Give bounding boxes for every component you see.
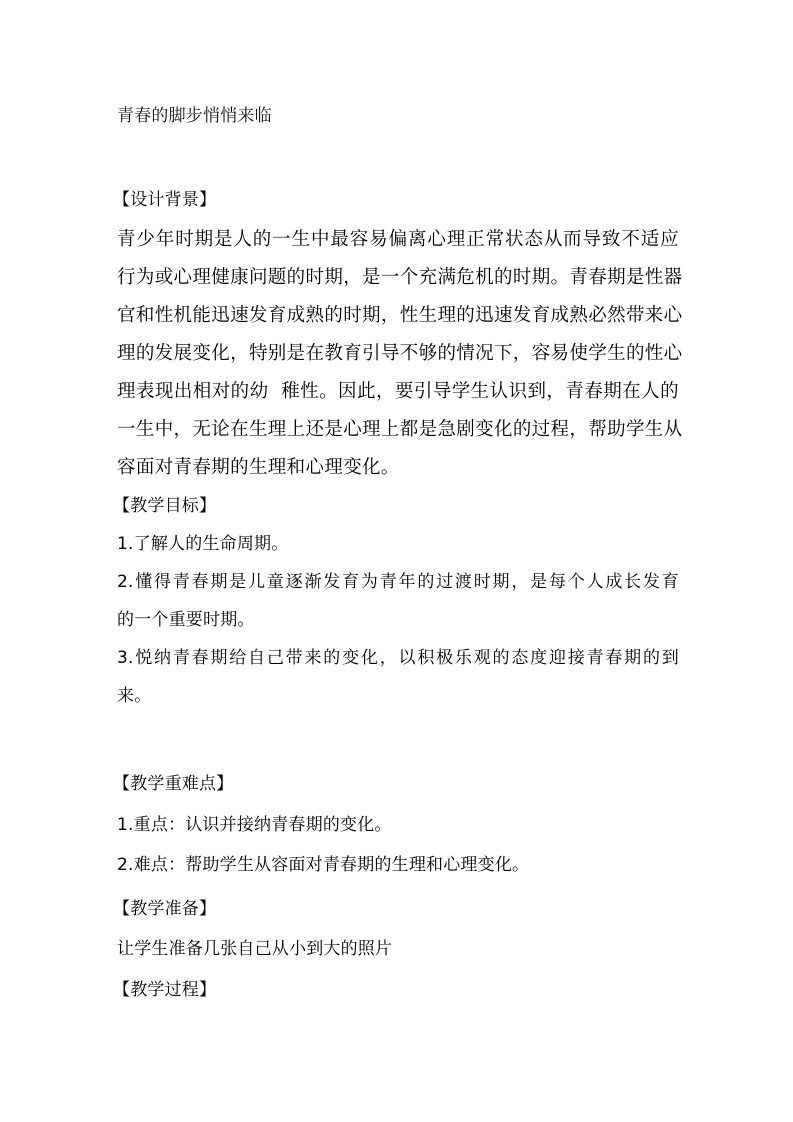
paragraph-line: 行为或心理健康问题的时期，是一个充满危机的时期。青春期是性器 xyxy=(117,267,683,288)
preparation-item: 让学生准备几张自己从小到大的照片 xyxy=(117,939,393,959)
paragraph-line: 理的发展变化，特别是在教育引导不够的情况下，容易使学生的性心 xyxy=(117,343,683,364)
paragraph-line: 青少年时期是人的一生中最容易偏离心理正常状态从而导致不适应 xyxy=(117,229,679,250)
objective-item: 3.悦纳青春期给自己带来的变化，以积极乐观的态度迎接青春期的到 xyxy=(117,648,679,668)
section-heading-teaching-process: 【教学过程】 xyxy=(113,980,217,1000)
section-heading-teaching-objectives: 【教学目标】 xyxy=(113,496,217,516)
paragraph-line: 一生中，无论在生理上还是心理上都是急剧变化的过程，帮助学生从 xyxy=(117,419,683,440)
section-heading-preparation: 【教学准备】 xyxy=(113,899,217,919)
key-point-item: 2.难点：帮助学生从容面对青春期的生理和心理变化。 xyxy=(117,855,530,875)
objective-item: 2.懂得青春期是儿童逐渐发育为青年的过渡时期，是每个人成长发育 xyxy=(117,572,679,592)
objective-item: 1.了解人的生命周期。 xyxy=(117,534,289,554)
document-title: 青春的脚步悄悄来临 xyxy=(117,106,272,126)
paragraph-line: 容面对青春期的生理和心理变化。 xyxy=(117,457,400,478)
paragraph-line: 理表现出相对的幼 稚性。因此，要引导学生认识到，青春期在人的 xyxy=(117,381,679,402)
objective-item-continuation: 的一个重要时期。 xyxy=(117,610,255,630)
section-heading-design-background: 【设计背景】 xyxy=(113,190,217,210)
objective-item-continuation: 来。 xyxy=(117,686,152,706)
paragraph-line: 官和性机能迅速发育成熟的时期，性生理的迅速发育成熟必然带来心 xyxy=(117,305,683,326)
section-heading-key-points: 【教学重难点】 xyxy=(113,774,234,794)
key-point-item: 1.重点：认识并接纳青春期的变化。 xyxy=(117,815,392,835)
